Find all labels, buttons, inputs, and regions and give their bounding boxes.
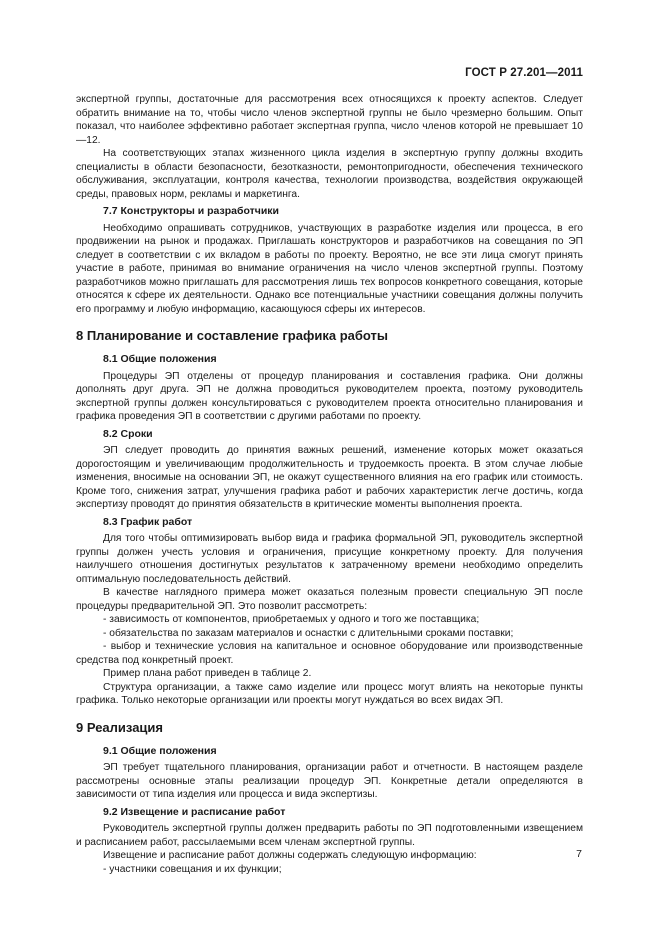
section-heading: 8 Планирование и составление графика работы bbox=[76, 328, 388, 343]
page-number: 7 bbox=[576, 848, 582, 860]
paragraph: ЭП следует проводить до принятия важных решений, изменение которых может оказаться дорогостоящим и увеличивающим продолжительность и трудоемкость проекта. В этом случае любые изменения, вносимые на основании ЭП, не окажут существенного влияния на его график или стоимость. Кроме того, снижения затрат, улучшения графика работ и рабочих характеристик легче достичь, когда экспертизу проводят до принятия обязательств в критические моменты выполнения проекта. bbox=[76, 445, 583, 510]
paragraph: Извещение и расписание работ должны содержать следующую информацию: bbox=[103, 850, 477, 861]
page-content bbox=[76, 93, 583, 876]
paragraph: экспертной группы, достаточные для рассмотрения всех относящихся к проекту аспектов. Следует обратить внимание на то, чтобы число членов экспертной группы не было чрезмерно большим. Опыт показал, что наиболее эффективно работает экспертная группа, число членов которой не превышает 10—12. bbox=[76, 94, 583, 146]
paragraph: На соответствующих этапах жизненного цикла изделия в экспертную группу должны входить специалисты в области безопасности, безотказности, ремонтопригодности, обеспечения технического обслуживания, эксплуатации, контроля качества, технологии производства, воздействия окружающей среды, правовых норм, рекламы и маркетинга. bbox=[76, 148, 583, 200]
paragraph: В качестве наглядного примера может оказаться полезным провести специальную ЭП после процедуры предварительной ЭП. Это позволит рассмотреть: bbox=[76, 587, 583, 612]
list-item: - участники совещания и их функции; bbox=[103, 863, 282, 875]
list-item: - зависимость от компонентов, приобретаемых у одного и того же поставщика; bbox=[103, 614, 480, 625]
list-item: - обязательства по заказам материалов и оснастки с длительными сроками поставки; bbox=[103, 627, 514, 639]
standard-code-header: ГОСТ Р 27.201—2011 bbox=[465, 67, 583, 79]
paragraph: ЭП требует тщательного планирования, организации работ и отчетности. В настоящем разделе рассмотрены основные этапы реализации процедур ЭП. Конкретные детали определяются в зависимости от типа изделия или процесса и вида экспертизы. bbox=[76, 762, 583, 800]
subsection-heading: 8.1 Общие положения bbox=[103, 353, 217, 365]
subsection-heading: 8.2 Сроки bbox=[103, 427, 153, 440]
paragraph: Процедуры ЭП отделены от процедур планирования и составления графика. Они должны дополнять друг друга. ЭП не должна проводиться руководителем проекта, поэтому руководитель экспертной группы должен консультироваться с руководителем проекта относительно планирования и графика проведения ЭП в соответствии с другими работами по проекту. bbox=[76, 370, 583, 422]
list-item: - выбор и технические условия на капитальное и основное оборудование или производственные средства под конкретный проект. bbox=[76, 641, 583, 666]
subsection-heading: 8.3 График работ bbox=[103, 515, 193, 528]
paragraph: Для того чтобы оптимизировать выбор вида и графика формальной ЭП, руководитель экспертной группы должен учесть условия и ограничения, присущие конкретному проекту. Для получения наилучшего отношения достигнутых результатов к затраченному времени необходимо определить оптимальную последовательность действий. bbox=[76, 533, 583, 585]
paragraph: Пример плана работ приведен в таблице 2. bbox=[103, 668, 312, 679]
subsection-heading: 9.2 Извещение и расписание работ bbox=[103, 805, 286, 818]
subsection-heading: 9.1 Общие положения bbox=[103, 744, 217, 757]
paragraph: Руководитель экспертной группы должен предварить работы по ЭП подготовленными извещением и расписанием работ, рассылаемыми всем членам экспертной группы. bbox=[76, 823, 583, 848]
subsection-heading: 7.7 Конструкторы и разработчики bbox=[103, 205, 280, 217]
paragraph: Необходимо опрашивать сотрудников, участвующих в разработке изделия или процесса, в его продвижении на рынок и продажах. Приглашать конструкторов и разработчиков на совещания по ЭП следует в соответствии с их вкладом в работы по проекту. Вероятно, не все эти лица смогут принять участие в работе, принимая во внимание ограничения на число членов экспертной группы. Поэтому разработчиков можно приглашать для рассмотрения лишь тех вопросов конкретного совещания, которые относятся к сфере их деятельности. Однако все потенциальные участники совещания должны получить его программу и любую информацию, касающуюся сферы их интересов. bbox=[76, 222, 583, 315]
section-heading: 9 Реализация bbox=[76, 719, 163, 735]
paragraph: Структура организации, а также само изделие или процесс могут влиять на некоторые пункты графика. Только некоторые организации или проекты могут нуждаться во всех видах ЭП. bbox=[76, 681, 583, 706]
